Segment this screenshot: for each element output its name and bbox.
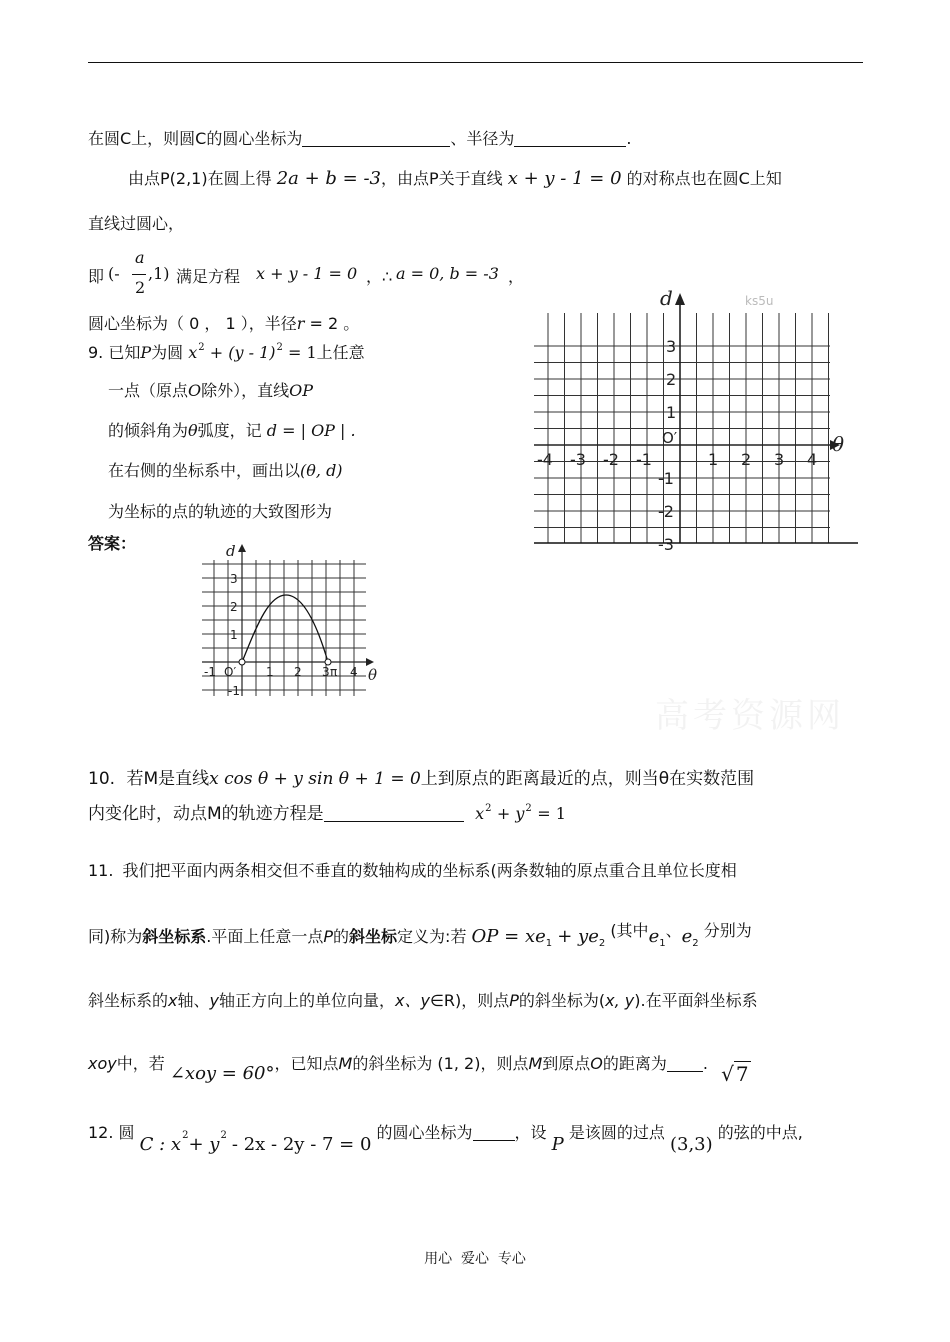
line2-text-b: ，由点P关于直线 — [380, 169, 503, 188]
xoy-symbol: xoy — [88, 1054, 117, 1073]
page-footer: 用心 爱心 专心 — [424, 1251, 526, 1267]
q11-text: 的斜坐标为 (1, 2)，则点 — [352, 1054, 529, 1073]
open-point-origin — [239, 659, 245, 665]
q9-text: 一点（原点 — [108, 381, 189, 400]
q11-line-1 — [88, 858, 737, 881]
x-tick-label: 2 — [741, 450, 752, 469]
header-rule — [88, 62, 863, 63]
line4-text-a: 即 — [88, 267, 105, 286]
text-line-3: 直线过圆心， — [88, 214, 185, 233]
x-tick-label: -2 — [603, 450, 619, 469]
circle-eq-x: x — [188, 343, 198, 362]
origin-label: O′ — [224, 665, 237, 679]
y-tick-label: 1 — [230, 628, 238, 642]
q11-text: 的斜坐标为( — [518, 991, 606, 1010]
vector-op: OP = xe — [471, 926, 546, 947]
answer-y: + y — [496, 804, 525, 823]
text-line-2 — [128, 166, 782, 189]
circle-eq-rhs: = 1 — [288, 343, 317, 362]
circle-eq-y: + (y - 1) — [209, 343, 276, 362]
q11-text: . — [702, 1054, 708, 1073]
q11-text: 的 — [333, 927, 350, 946]
q9-text: 为圆 — [151, 343, 184, 362]
subscript: 1 — [659, 938, 666, 949]
coordinate-grid-figure — [530, 285, 865, 550]
line1-end: . — [626, 129, 632, 148]
y-axis-arrow — [238, 544, 246, 552]
answer-blank — [667, 1055, 703, 1072]
point-p: P — [551, 1134, 564, 1155]
q10-line-2 — [88, 799, 566, 824]
y-tick-label: 2 — [230, 600, 238, 614]
x-tick-label: 3 — [774, 450, 785, 469]
y-tick-label: 3 — [666, 337, 677, 356]
q11-line-2 — [88, 918, 752, 949]
x-tick-label: -1 — [204, 665, 216, 679]
q11-text: 同)称为 — [88, 927, 143, 946]
q12-text: 的圆心坐标为 — [376, 1123, 473, 1142]
y-tick-labels — [228, 572, 240, 698]
origin-label: O′ — [662, 429, 678, 447]
origin-symbol: O — [188, 381, 202, 400]
x-tick-label: 1 — [708, 450, 719, 469]
line1-before: 在圆C上，则圆C的圆心坐标为 — [88, 129, 303, 148]
xy-pair: x, y — [605, 991, 635, 1010]
fraction-numerator: a — [135, 248, 145, 267]
term-skew-system: 斜坐标系 — [142, 927, 207, 946]
angle-xoy: ∠xoy = 60° — [169, 1063, 275, 1084]
x-tick-label: 3 — [322, 665, 330, 679]
y-tick-label: 3 — [230, 572, 238, 586]
answer-blank — [324, 805, 464, 822]
q9-line-5: 为坐标的点的轨迹的大致图形为 — [108, 502, 333, 521]
x-axis-label: θ — [832, 432, 845, 456]
q9-line-4 — [108, 458, 343, 481]
point-m: M — [528, 1054, 543, 1073]
answer-blank — [473, 1124, 515, 1141]
text-line-5 — [88, 311, 359, 334]
e1-symbol: e — [648, 926, 660, 947]
superscript: 2 — [182, 1130, 189, 1141]
equation-2a-b: 2a + b = -3 — [276, 168, 381, 189]
question-number-12: 12. — [88, 1123, 114, 1142]
y-tick-label: 2 — [666, 370, 677, 389]
q12-text: ，设 — [514, 1123, 547, 1142]
line2-text-a: 由点P(2,1)在圆上得 — [128, 169, 272, 188]
q11-text: 斜坐标系的 — [88, 991, 169, 1010]
sqrt-answer: √ 7 — [721, 1062, 749, 1086]
x-symbol: x — [168, 991, 178, 1010]
coordinate-pair: (θ, d) — [300, 461, 343, 480]
point-p: P — [323, 927, 334, 946]
grid-lines — [534, 313, 830, 543]
equation-a-b: a = 0, b = -3 — [396, 264, 499, 283]
line4-text-c: ，∴ — [366, 267, 393, 286]
question-number-10: 10. — [88, 769, 116, 789]
q11-text: ，已知点 — [274, 1054, 339, 1073]
answer-blank-radius — [514, 130, 626, 147]
line5-text-a: 圆心坐标为（ 0 ， 1 ），半径 — [88, 314, 297, 333]
x-tick-label: -4 — [537, 450, 553, 469]
vector-ye: + ye — [557, 926, 599, 947]
q10-line-1 — [88, 764, 754, 789]
term-skew-coordinate: 斜坐标 — [349, 927, 398, 946]
x-tick-labels — [537, 450, 817, 469]
d-equation: d = | OP | . — [266, 421, 356, 440]
y-axis-label: d — [226, 542, 236, 560]
q12-line-1 — [88, 1120, 803, 1155]
q9-text: 弧度，记 — [197, 421, 262, 440]
subscript: 1 — [545, 938, 553, 949]
point-p: P — [140, 343, 152, 362]
y-axis-arrow — [675, 293, 685, 305]
answer-rhs: = 1 — [537, 804, 566, 823]
pi-label: π — [330, 665, 338, 679]
theta-symbol: θ — [188, 421, 198, 440]
q9-line-3 — [108, 418, 356, 441]
origin-o: O — [590, 1054, 603, 1073]
superscript: 2 — [220, 1130, 227, 1141]
y-tick-label: -3 — [658, 535, 674, 550]
y-tick-label: -1 — [228, 684, 240, 698]
watermark: ks5u — [745, 294, 774, 308]
y-symbol: y — [209, 991, 219, 1010]
fraction-bar — [132, 274, 146, 275]
text-line-1 — [88, 126, 631, 149]
x-tick-label: -3 — [570, 450, 586, 469]
answer-label: 答案： — [88, 534, 137, 553]
line-op: OP — [289, 381, 314, 400]
circle-equation: + y — [188, 1134, 220, 1155]
point-m: M — [338, 1054, 353, 1073]
q9-line-2 — [108, 378, 313, 401]
q11-text: 到原点 — [542, 1054, 591, 1073]
y-tick-label: -2 — [658, 502, 674, 521]
point-p: P — [509, 991, 519, 1010]
x-tick-label: 4 — [807, 450, 818, 469]
x-axis-arrow — [366, 658, 374, 666]
subscript: 2 — [692, 938, 699, 949]
trajectory-curve — [242, 595, 328, 662]
q9-text: 除外），直线 — [201, 381, 290, 400]
fraction-denominator: 2 — [135, 278, 146, 297]
equation-line-2: x + y - 1 = 0 — [256, 264, 358, 283]
subscript: 2 — [598, 938, 606, 949]
circle-equation: - 2x - 2y - 7 = 0 — [231, 1134, 372, 1155]
x-axis-label: θ — [368, 666, 378, 684]
y-axis-label: d — [660, 286, 673, 310]
line2-text-c: 的对称点也在圆C上知 — [626, 169, 782, 188]
radius-symbol: r — [296, 314, 305, 333]
answer-x: x — [475, 804, 485, 823]
superscript: 2 — [525, 803, 532, 814]
paren-open: (- — [108, 264, 120, 283]
q11-line-3 — [88, 988, 758, 1011]
line4-text-b: 满足方程 — [176, 267, 241, 286]
q11-text: .平面上任意一点 — [206, 927, 324, 946]
xy-symbol: x、y — [394, 991, 430, 1010]
paren-close: ,1) — [148, 264, 170, 283]
q12-text: 圆 — [118, 1123, 135, 1142]
x-tick-label: 4 — [350, 665, 358, 679]
q11-text: (其中 — [610, 921, 649, 940]
q10-text: 若M是直线 — [126, 769, 210, 789]
x-tick-label: 1 — [266, 665, 274, 679]
question-number-11: 11. — [88, 861, 114, 880]
q9-text: 上任意 — [316, 343, 365, 362]
sqrt-radicand: 7 — [735, 1062, 749, 1086]
x-tick-label: 2 — [294, 665, 302, 679]
superscript: 2 — [198, 342, 205, 353]
q12-text: 是该圆的过点 — [568, 1123, 665, 1142]
line-equation: x cos θ + y sin θ + 1 = 0 — [209, 769, 421, 789]
q11-text: ∈R)，则点 — [429, 991, 510, 1010]
faint-watermark: 高考资源网 — [655, 696, 845, 736]
q11-text: 定义为:若 — [397, 927, 467, 946]
q11-text: 轴、 — [177, 991, 210, 1010]
answer-graph-figure — [198, 540, 383, 700]
q11-text: 、 — [665, 921, 682, 940]
point-3-3: (3,3) — [669, 1134, 713, 1155]
q10-text: 内变化时，动点M的轨迹方程是 — [88, 804, 324, 824]
q10-text: 上到原点的距离最近的点，则当θ在实数范围 — [420, 769, 755, 789]
superscript: 2 — [485, 803, 492, 814]
q11-text: 轴正方向上的单位向量， — [218, 991, 395, 1010]
q11-text: 分别为 — [703, 921, 752, 940]
q9-text: 在右侧的坐标系中，画出以 — [108, 461, 301, 480]
line5-text-b: = 2 。 — [304, 314, 360, 333]
line4-text-d: ， — [508, 267, 525, 286]
q11-text: 的距离为 — [602, 1054, 667, 1073]
answer-blank-center — [302, 130, 450, 147]
e2-symbol: e — [681, 926, 693, 947]
x-tick-label: -1 — [636, 450, 652, 469]
q11-text: 中，若 — [116, 1054, 165, 1073]
q11-line-4 — [88, 1051, 751, 1086]
line1-mid: 、半径为 — [450, 129, 515, 148]
equation-line: x + y - 1 = 0 — [507, 168, 622, 189]
q9-text: 的倾斜角为 — [108, 421, 189, 440]
q11-text: 我们把平面内两条相交但不垂直的数轴构成的坐标系(两条数轴的原点重合且单位长度相 — [122, 861, 737, 880]
y-tick-label: 1 — [666, 403, 677, 422]
q11-text: ).在平面斜坐标系 — [634, 991, 758, 1010]
circle-equation: C : x — [139, 1134, 182, 1155]
q9-text: 已知 — [108, 343, 141, 362]
q12-text: 的弦的中点, — [717, 1123, 803, 1142]
question-number-9: 9. — [88, 343, 104, 362]
q9-line-1 — [88, 340, 365, 363]
y-tick-label: -1 — [658, 469, 674, 488]
superscript: 2 — [276, 342, 283, 353]
